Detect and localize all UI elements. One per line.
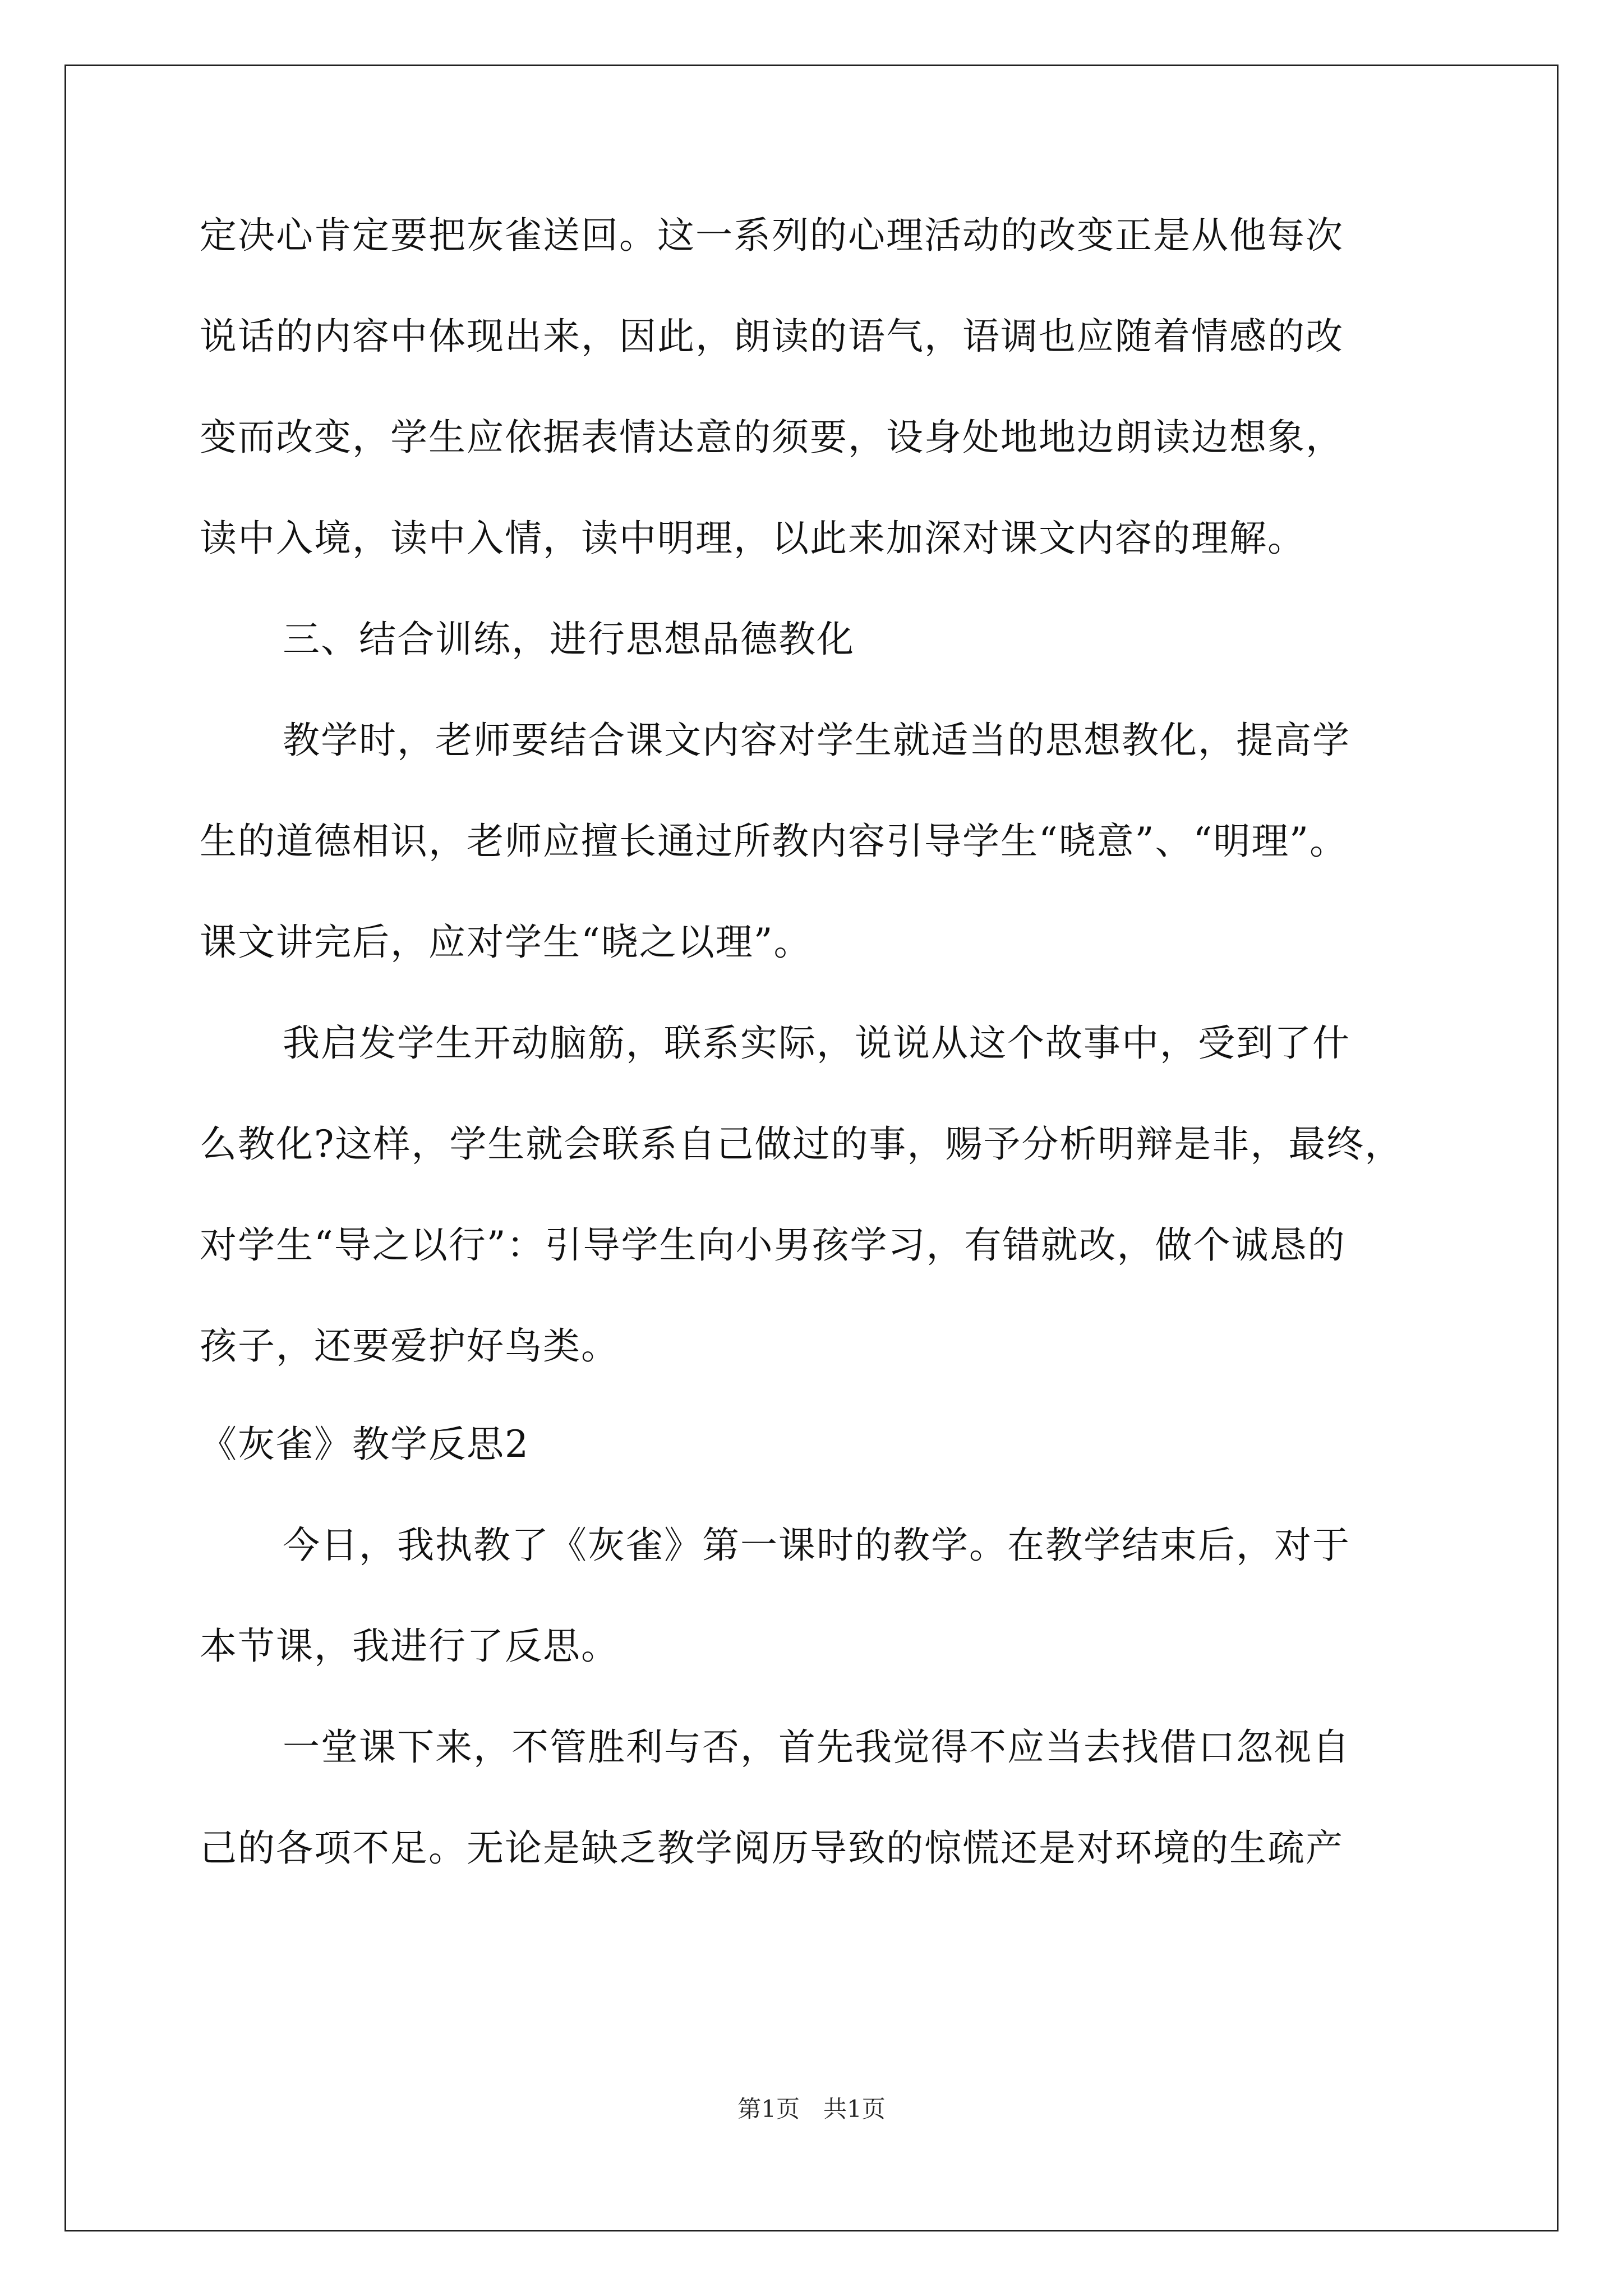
page-footer: 第1页 共1页 [737, 2095, 886, 2123]
paragraph-line: 今日，我执教了《灰雀》第一课时的教学。在教学结束后，对于 [283, 1524, 1350, 1567]
paragraph-line: 课文讲完后，应对学生“晓之以理”。 [200, 921, 812, 964]
paragraph-line: 么教化?这样，学生就会联系自己做过的事，赐予分析明辩是非，最终， [200, 1122, 1403, 1166]
paragraph-line: 读中入境，读中入情，读中明理，以此来加深对课文内容的理解。 [200, 517, 1306, 560]
paragraph-line: 我启发学生开动脑筋，联系实际，说说从这个故事中，受到了什 [283, 1022, 1350, 1065]
paragraph-line: 孩子，还要爱护好鸟类。 [200, 1324, 619, 1368]
paragraph-line: 教学时，老师要结合课文内容对学生就适当的思想教化，提高学 [283, 719, 1350, 762]
section-heading: 三、结合训练，进行思想品德教化 [283, 618, 855, 661]
article-title: 《灰雀》教学反思2 [200, 1423, 529, 1466]
paragraph-line: 说话的内容中体现出来，因此，朗读的语气，语调也应随着情感的改 [200, 315, 1344, 358]
paragraph-line: 一堂课下来，不管胜利与否，首先我觉得不应当去找借口忽视自 [283, 1726, 1350, 1769]
paragraph-line: 本节课，我进行了反思。 [200, 1625, 619, 1668]
paragraph-line: 对学生“导之以行”：引导学生向小男孩学习，有错就改，做个诚恳的 [200, 1223, 1346, 1267]
paragraph-line: 己的各项不足。无论是缺乏教学阅历导致的惊慌还是对环境的生疏产 [200, 1826, 1344, 1870]
paragraph-line: 变而改变，学生应依据表情达意的须要，设身处地地边朗读边想象， [200, 416, 1344, 459]
paragraph-line: 定决心肯定要把灰雀送回。这一系列的心理活动的改变正是从他每次 [200, 214, 1344, 257]
paragraph-line: 生的道德相识，老师应擅长通过所教内容引导学生“晓意”、“明理”。 [200, 820, 1348, 863]
